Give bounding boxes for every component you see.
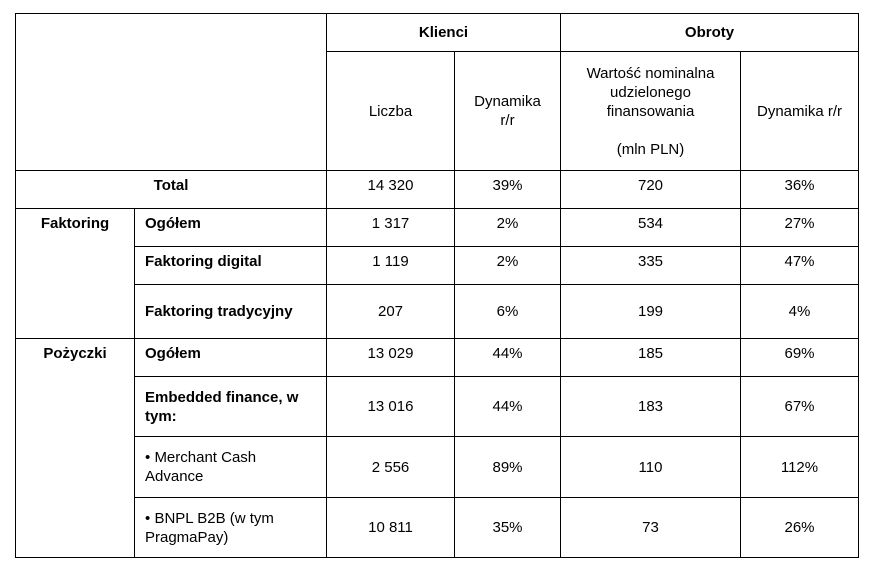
- header-dynamika-line2: r/r: [500, 112, 515, 129]
- table-row: [16, 437, 859, 498]
- row-label-faktoring-digital: Faktoring digital: [135, 247, 327, 285]
- cell-liczba: 207: [327, 285, 455, 339]
- row-label-faktoring-ogolem: Ogółem: [135, 209, 327, 247]
- table-row: [16, 209, 859, 247]
- cell-dynamika-klienci: 44%: [455, 377, 561, 437]
- row-label-embedded-finance: [135, 377, 327, 437]
- bullet-icon: •: [145, 449, 151, 466]
- table-row-total: [16, 171, 859, 209]
- category-faktoring: Faktoring: [16, 209, 135, 339]
- bnpl-label-line2: PragmaPay): [145, 528, 229, 546]
- table-row: [16, 247, 859, 285]
- mca-label-line1: [145, 448, 320, 467]
- header-col-wartosc: [561, 52, 741, 171]
- table-row: [16, 498, 859, 558]
- row-label-total: Total: [16, 171, 327, 209]
- mca-label-text1: Merchant Cash: [154, 449, 257, 466]
- cell-dynamika-klienci: 39%: [455, 171, 561, 209]
- embedded-label-line1: Embedded finance, w: [145, 388, 299, 406]
- cell-wartosc: 73: [561, 498, 741, 558]
- row-label-merchant-cash-advance: [135, 437, 327, 498]
- header-empty-cell: [16, 14, 327, 171]
- cell-dynamika-obroty: 36%: [741, 171, 859, 209]
- cell-wartosc: 183: [561, 377, 741, 437]
- cell-dynamika-klienci: 6%: [455, 285, 561, 339]
- mca-label-line2: Advance: [145, 468, 204, 485]
- cell-dynamika-obroty: 26%: [741, 498, 859, 558]
- embedded-label-line2: tym:: [145, 407, 177, 425]
- row-label-pozyczki-ogolem: Ogółem: [135, 339, 327, 377]
- header-wartosc-line3: finansowania: [606, 102, 695, 120]
- cell-dynamika-klienci: 89%: [455, 437, 561, 498]
- cell-liczba: 10 811: [327, 498, 455, 558]
- cell-liczba: 13 029: [327, 339, 455, 377]
- cell-wartosc: 335: [561, 247, 741, 285]
- cell-dynamika-obroty: 112%: [741, 437, 859, 498]
- cell-liczba: 13 016: [327, 377, 455, 437]
- bullet-icon: •: [145, 509, 151, 527]
- cell-dynamika-obroty: 47%: [741, 247, 859, 285]
- category-pozyczki: Pożyczki: [16, 339, 135, 558]
- cell-wartosc: 534: [561, 209, 741, 247]
- table-row: [16, 377, 859, 437]
- cell-dynamika-obroty: 4%: [741, 285, 859, 339]
- cell-dynamika-obroty: 67%: [741, 377, 859, 437]
- header-wartosc-line1: Wartość nominalna: [586, 64, 715, 82]
- table-row: [16, 285, 859, 339]
- cell-liczba: 1 317: [327, 209, 455, 247]
- header-col-dynamika-obroty: Dynamika r/r: [741, 52, 859, 171]
- header-group-obroty: Obroty: [561, 14, 859, 52]
- header-group-klienci: Klienci: [327, 14, 561, 52]
- bnpl-label-text1: BNPL B2B (w tym: [154, 509, 274, 527]
- cell-wartosc: 185: [561, 339, 741, 377]
- header-wartosc-line2: udzielonego: [610, 83, 691, 101]
- row-label-bnpl-b2b: [135, 498, 327, 558]
- header-col-dynamika-klienci: [455, 52, 561, 171]
- cell-dynamika-klienci: 35%: [455, 498, 561, 558]
- header-col-liczba: Liczba: [327, 52, 455, 171]
- cell-wartosc: 720: [561, 171, 741, 209]
- cell-dynamika-obroty: 69%: [741, 339, 859, 377]
- cell-liczba: 2 556: [327, 437, 455, 498]
- cell-liczba: 14 320: [327, 171, 455, 209]
- cell-liczba: 1 119: [327, 247, 455, 285]
- cell-wartosc: 110: [561, 437, 741, 498]
- table-row: [16, 339, 859, 377]
- financial-table: [15, 13, 859, 558]
- cell-dynamika-klienci: 2%: [455, 247, 561, 285]
- cell-dynamika-klienci: 2%: [455, 209, 561, 247]
- cell-wartosc: 199: [561, 285, 741, 339]
- header-row-groups: [16, 14, 859, 52]
- header-wartosc-unit: (mln PLN): [616, 140, 685, 158]
- bnpl-label-line1: [145, 509, 320, 528]
- row-label-faktoring-tradycyjny: Faktoring tradycyjny: [135, 285, 327, 339]
- cell-dynamika-klienci: 44%: [455, 339, 561, 377]
- cell-dynamika-obroty: 27%: [741, 209, 859, 247]
- header-dynamika-line1: Dynamika: [474, 93, 541, 110]
